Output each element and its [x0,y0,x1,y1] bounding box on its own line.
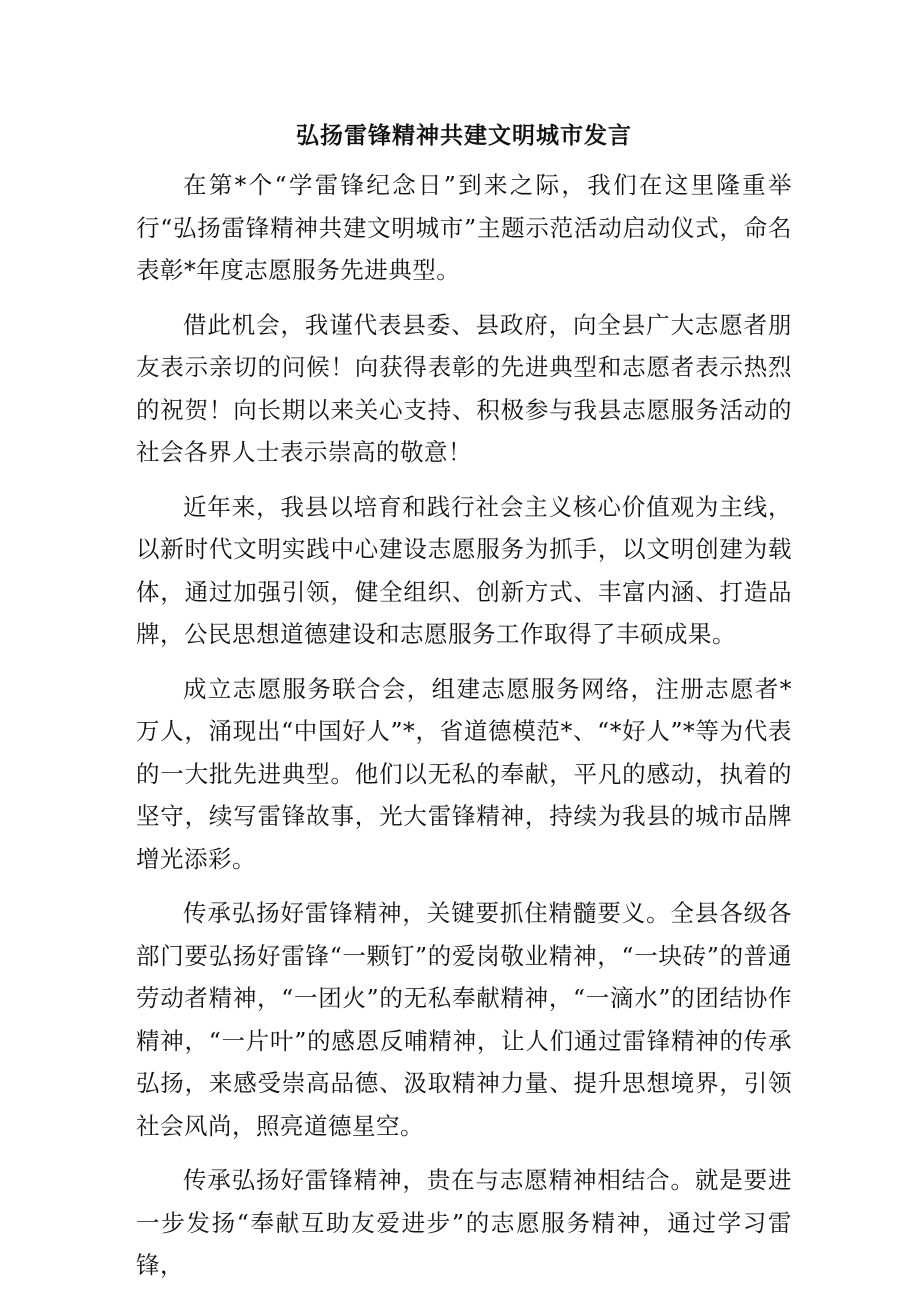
paragraph-2: 借此机会，我谨代表县委、县政府，向全县广大志愿者朋友表示亲切的问候！向获得表彰的先进典型和志愿者表示热烈的祝贺！向长期以来关心支持、积极参与我县志愿服务活动的社会各界人士表示崇高的敬意！ [136,310,792,466]
document-title: 弘扬雷锋精神共建文明城市发言 [296,122,632,149]
paragraph-6: 传承弘扬好雷锋精神，贵在与志愿精神相结合。就是要进一步发扬“奉献互助友爱进步”的志愿服务精神，通过学习雷锋， [136,1166,792,1279]
paragraph-3: 近年来，我县以培育和践行社会主义核心价值观为主线，以新时代文明实践中心建设志愿服务为抓手，以文明创建为载体，通过加强引领，健全组织、创新方式、丰富内涵、打造品牌，公民思想道德建设和志愿服务工作取得了丰硕成果。 [136,492,792,648]
paragraph-5: 传承弘扬好雷锋精神，关键要抓住精髓要义。全县各级各部门要弘扬好雷锋“一颗钉”的爱岗敬业精神，“一块砖”的普通劳动者精神，“一团火”的无私奉献精神，“一滴水”的团结协作精神，“一片叶”的感恩反哺精神，让人们通过雷锋精神的传承弘扬，来感受崇高品德、汲取精神力量、提升思想境界，引领社会风尚，照亮道德星空。 [136,899,792,1140]
paragraph-1: 在第*个“学雷锋纪念日”到来之际，我们在这里隆重举行“弘扬雷锋精神共建文明城市”主题示范活动启动仪式，命名表彰*年度志愿服务先进典型。 [136,171,792,284]
paragraph-4: 成立志愿服务联合会，组建志愿服务网络，注册志愿者*万人，涌现出“中国好人”*，省道德模范*、“*好人”*等为代表的一大批先进典型。他们以无私的奉献，平凡的感动，执着的坚守，续写雷锋故事，光大雷锋精神，持续为我县的城市品牌增光添彩。 [136,674,792,873]
